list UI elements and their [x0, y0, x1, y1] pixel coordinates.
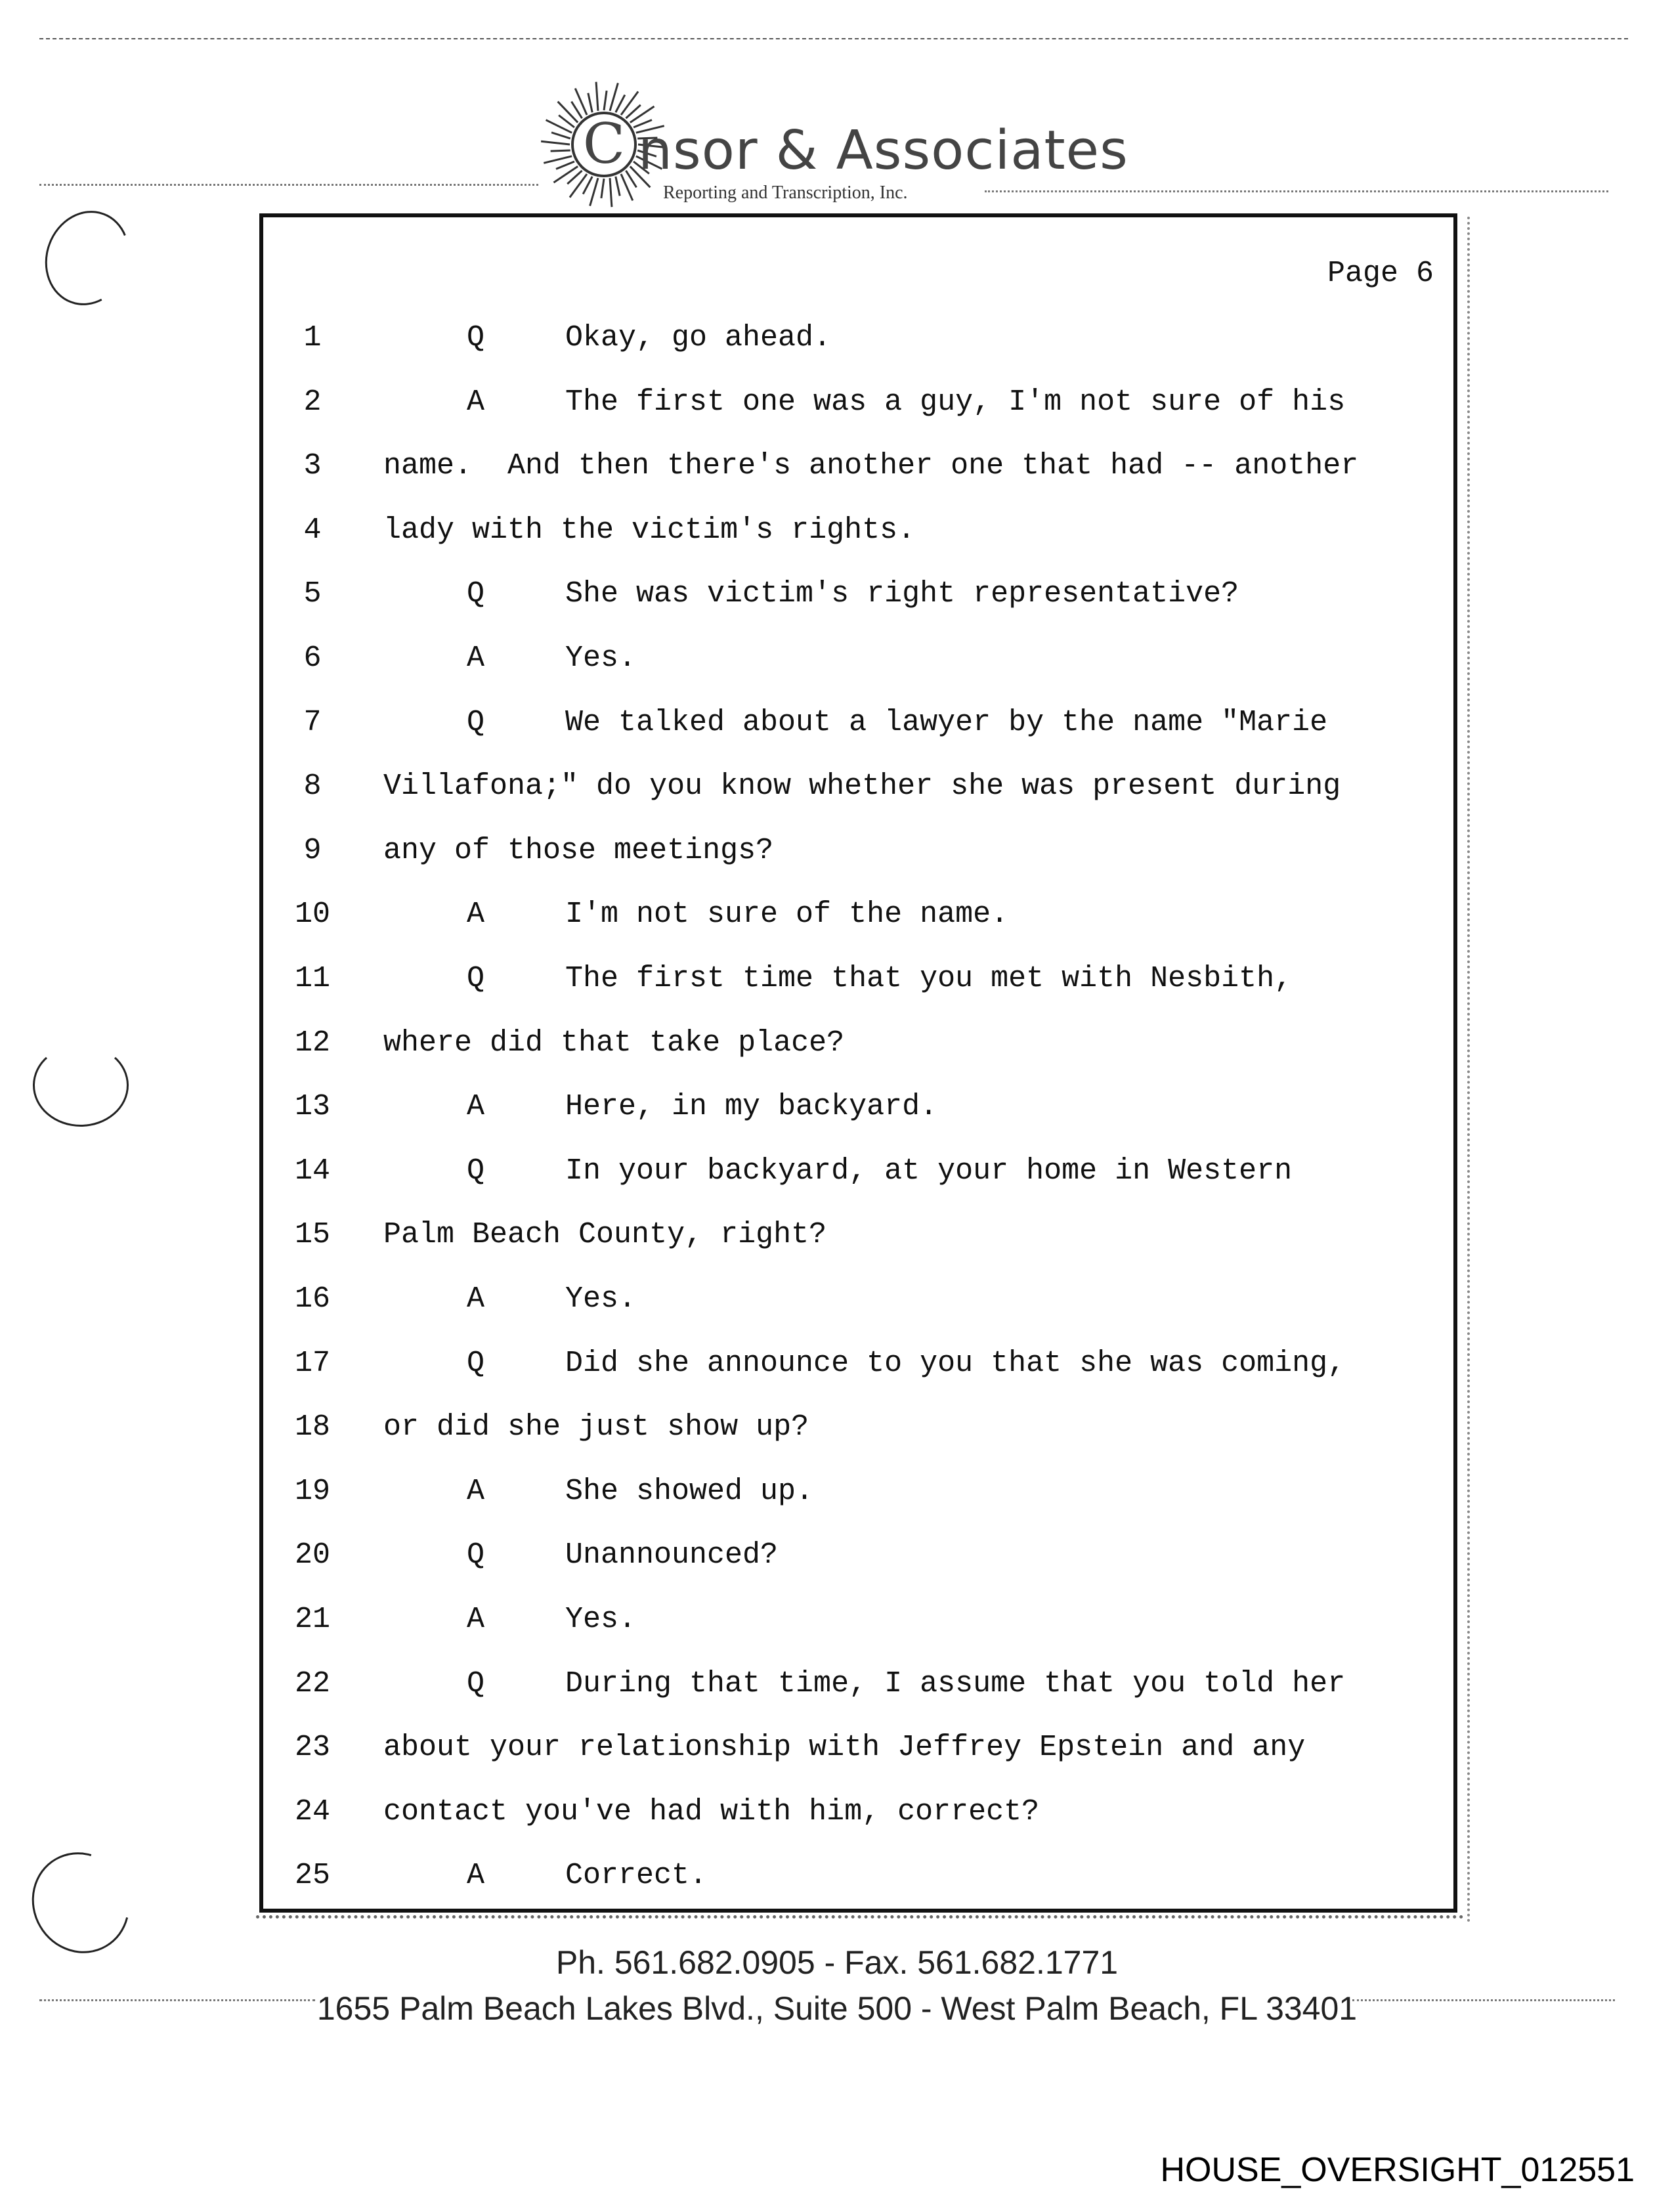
- transcript-line: [263, 706, 1453, 745]
- line-text: The first time that you met with Nesbith,: [565, 962, 1293, 995]
- transcript-line: [263, 1603, 1453, 1642]
- transcript-line: [263, 898, 1453, 937]
- page-label: Page 6: [1327, 257, 1434, 290]
- speaker-label: A: [467, 1859, 485, 1893]
- line-number: 17: [294, 1346, 330, 1380]
- transcript-line: [263, 385, 1453, 425]
- line-number: 7: [303, 705, 322, 739]
- transcript-line: [263, 1538, 1453, 1578]
- footer-phone: Ph. 561.682.0905 - Fax. 561.682.1771: [555, 1944, 1119, 1981]
- speaker-label: A: [467, 1090, 485, 1124]
- transcript-line: [263, 1218, 1453, 1257]
- scan-edge: [256, 1915, 1464, 1919]
- transcript-line: [263, 1795, 1453, 1834]
- speaker-label: A: [467, 641, 485, 675]
- transcript-line: [263, 1410, 1453, 1450]
- speaker-label: Q: [467, 705, 485, 739]
- transcript-frame: [259, 213, 1457, 1913]
- line-text: Yes.: [565, 1282, 637, 1316]
- line-number: 5: [303, 577, 322, 611]
- line-text: about your relationship with Jeffrey Epstein and any: [383, 1731, 1306, 1765]
- line-text: Correct.: [565, 1859, 708, 1893]
- line-number: 15: [294, 1218, 330, 1252]
- speaker-label: Q: [467, 1346, 485, 1380]
- speaker-label: A: [467, 1603, 485, 1636]
- line-text: I'm not sure of the name.: [565, 898, 1009, 932]
- transcript-line: [263, 962, 1453, 1001]
- line-text: We talked about a lawyer by the name "Marie: [565, 705, 1328, 739]
- transcript-line: [263, 321, 1453, 360]
- line-text: or did she just show up?: [383, 1410, 809, 1444]
- line-number: 1: [303, 321, 322, 355]
- svg-text:C: C: [582, 112, 626, 176]
- speaker-label: A: [467, 1282, 485, 1316]
- speaker-label: Q: [467, 962, 485, 995]
- speaker-label: Q: [467, 1666, 485, 1701]
- line-text: where did that take place?: [383, 1026, 845, 1060]
- transcript-line: [263, 513, 1453, 553]
- line-number: 25: [294, 1859, 330, 1893]
- line-text: Palm Beach County, right?: [383, 1218, 827, 1252]
- transcript-line: [263, 1154, 1453, 1194]
- scan-noise: [985, 190, 1608, 192]
- line-text: The first one was a guy, I'm not sure of his: [565, 385, 1346, 419]
- transcript-line: [263, 1731, 1453, 1770]
- speaker-label: Q: [467, 1538, 485, 1572]
- speaker-label: A: [467, 898, 485, 932]
- line-text: contact you've had with him, correct?: [383, 1794, 1040, 1829]
- punch-hole: [33, 1044, 129, 1127]
- line-number: 3: [303, 449, 322, 483]
- line-text: Yes.: [565, 641, 637, 675]
- line-number: 24: [294, 1794, 330, 1829]
- footer-address: 1655 Palm Beach Lakes Blvd., Suite 500 - West Palm Beach, FL 33401: [316, 1990, 1358, 2027]
- line-number: 10: [294, 898, 330, 932]
- line-number: 16: [294, 1282, 330, 1316]
- transcript-line: [263, 641, 1453, 681]
- speaker-label: A: [467, 385, 485, 419]
- line-number: 4: [303, 513, 322, 547]
- line-text: Okay, go ahead.: [565, 321, 832, 355]
- line-text: Did she announce to you that she was coming,: [565, 1346, 1346, 1380]
- line-number: 13: [294, 1090, 330, 1124]
- line-text: She was victim's right representative?: [565, 577, 1239, 611]
- line-text: Unannounced?: [565, 1538, 779, 1572]
- speaker-label: Q: [467, 577, 485, 611]
- company-name: nsor & Associates: [638, 119, 1128, 182]
- line-number: 11: [294, 962, 330, 995]
- transcript-line: [263, 770, 1453, 809]
- transcript-line: [263, 1026, 1453, 1066]
- transcript-line: [263, 449, 1453, 488]
- punch-hole: [32, 199, 142, 317]
- line-text: Villafona;" do you know whether she was present during: [383, 770, 1341, 804]
- line-text: During that time, I assume that you told her: [565, 1666, 1346, 1701]
- line-number: 19: [294, 1474, 330, 1508]
- line-number: 2: [303, 385, 322, 419]
- transcript-line: [263, 577, 1453, 617]
- transcript-line: [263, 1859, 1453, 1898]
- line-number: 18: [294, 1410, 330, 1444]
- transcript-line: [263, 834, 1453, 873]
- transcript-line: [263, 1667, 1453, 1706]
- line-text: Yes.: [565, 1603, 637, 1636]
- line-number: 9: [303, 833, 322, 867]
- line-text: name. And then there's another one that had -- another: [383, 449, 1359, 483]
- transcript-line: [263, 1475, 1453, 1514]
- transcript-line: [263, 1347, 1453, 1386]
- line-number: 6: [303, 641, 322, 675]
- line-number: 8: [303, 770, 322, 804]
- line-text: any of those meetings?: [383, 833, 774, 867]
- speaker-label: Q: [467, 1154, 485, 1188]
- company-tagline: Reporting and Transcription, Inc.: [663, 183, 908, 203]
- line-number: 14: [294, 1154, 330, 1188]
- transcript-line: [263, 1282, 1453, 1322]
- top-rule: [39, 38, 1628, 39]
- line-text: In your backyard, at your home in Western: [565, 1154, 1293, 1188]
- transcript-line: [263, 1090, 1453, 1129]
- line-number: 12: [294, 1026, 330, 1060]
- speaker-label: A: [467, 1474, 485, 1508]
- line-number: 23: [294, 1731, 330, 1765]
- scan-edge: [1467, 217, 1470, 1924]
- scan-noise: [39, 184, 538, 186]
- line-number: 21: [294, 1603, 330, 1636]
- bates-number: HOUSE_OVERSIGHT_012551: [1160, 2151, 1635, 2189]
- line-number: 22: [294, 1666, 330, 1701]
- line-number: 20: [294, 1538, 330, 1572]
- speaker-label: Q: [467, 321, 485, 355]
- line-text: Here, in my backyard.: [565, 1090, 938, 1124]
- line-text: lady with the victim's rights.: [383, 513, 916, 547]
- line-text: She showed up.: [565, 1474, 814, 1508]
